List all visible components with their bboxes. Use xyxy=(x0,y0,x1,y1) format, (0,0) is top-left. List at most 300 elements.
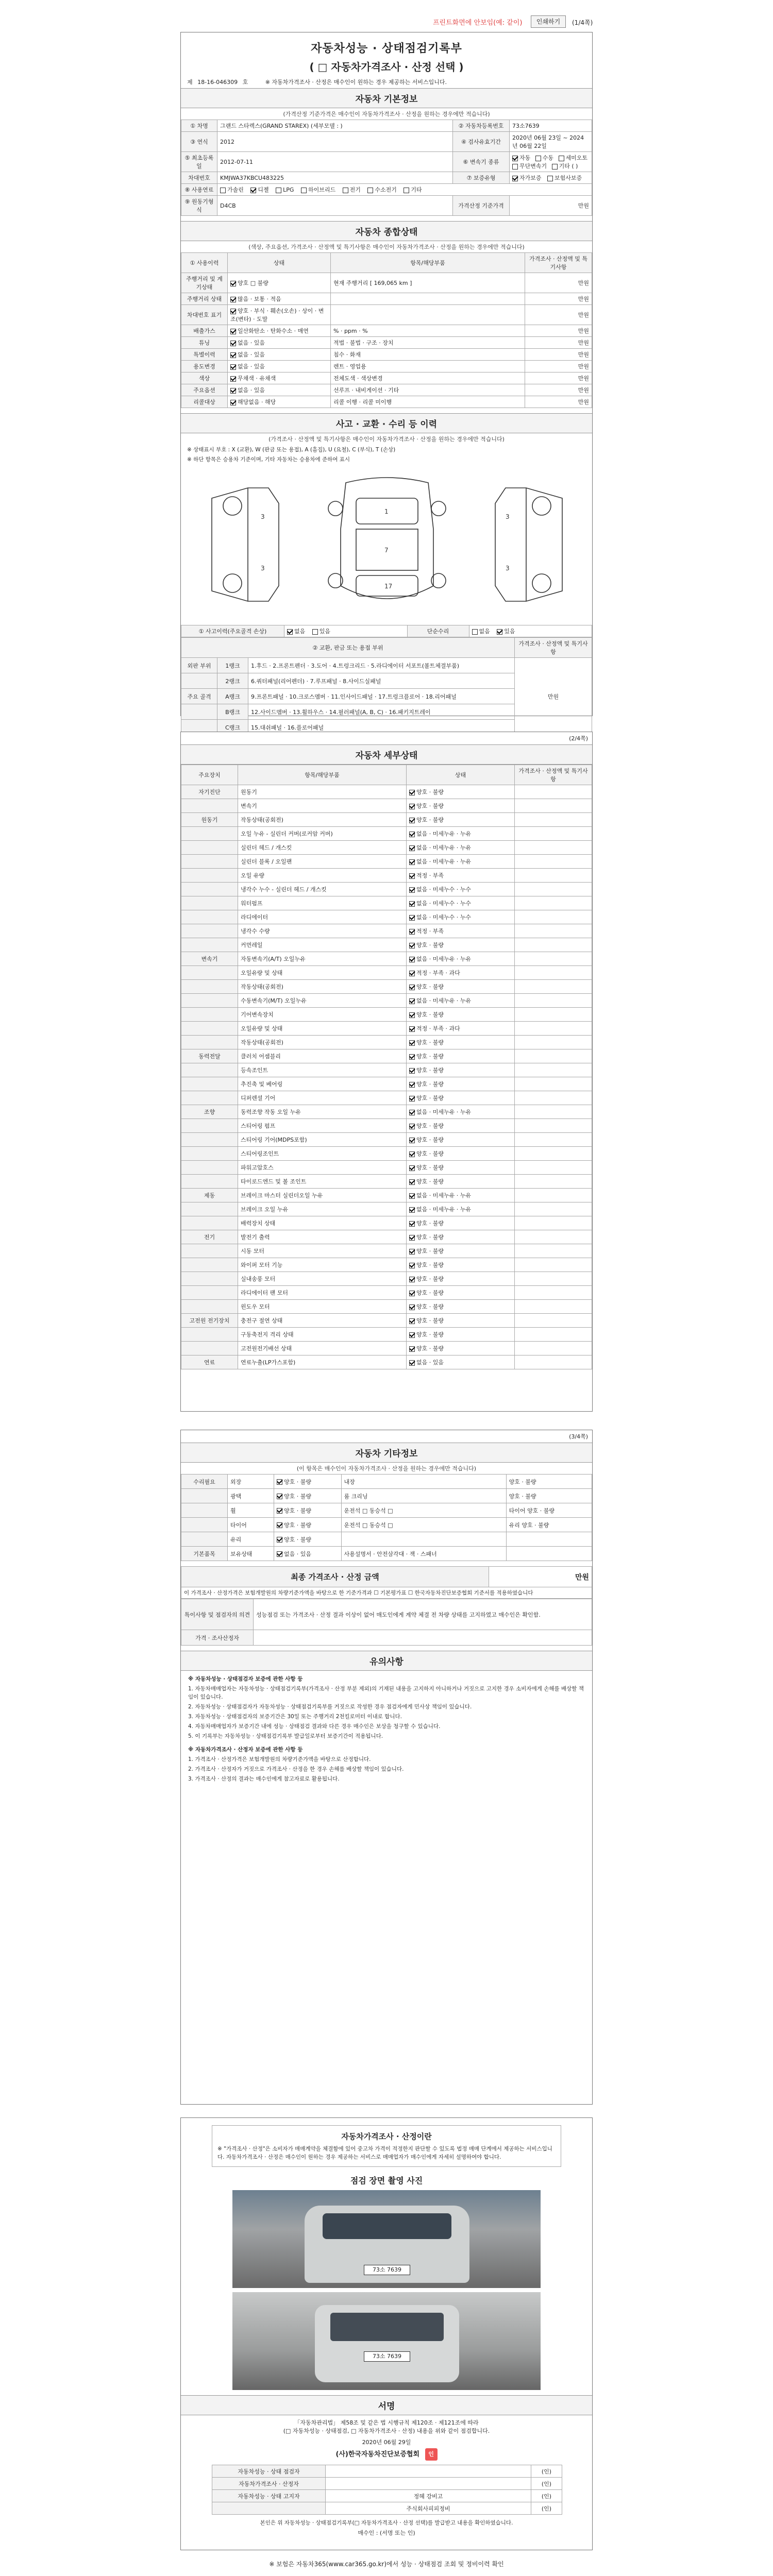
status-checkbox[interactable] xyxy=(230,329,236,334)
other-group xyxy=(181,1489,228,1503)
fuel-diesel-checkbox[interactable] xyxy=(250,188,256,193)
svg-text:3: 3 xyxy=(261,513,265,520)
detail-checkbox[interactable] xyxy=(409,1249,415,1255)
status-key: 색상 xyxy=(181,372,228,384)
detail-item: 충전구 절연 상태 xyxy=(238,1314,407,1328)
svg-text:7: 7 xyxy=(384,547,389,554)
status-value-text: 없음 · 있음 xyxy=(238,387,265,394)
detail-item: 오일유량 및 상태 xyxy=(238,1022,407,1036)
detail-note xyxy=(515,1147,592,1161)
fuel-diesel: 디젤 xyxy=(258,187,269,193)
other-item2: 운전석 □ 동승석 □ xyxy=(341,1503,506,1518)
page-number: (1/4쪽) xyxy=(572,19,593,26)
fuel-h2-checkbox[interactable] xyxy=(367,188,373,193)
detail-group xyxy=(181,1328,238,1342)
status-value xyxy=(228,305,331,325)
accident-yes-checkbox[interactable] xyxy=(312,629,318,635)
doc-subtitle: ( □ 자동차가격조사 · 산정 선택 ) xyxy=(309,61,464,73)
status-key: 주행거리 상태 xyxy=(181,293,228,305)
other-item: 유리 xyxy=(228,1532,274,1547)
status-checkbox[interactable] xyxy=(230,341,236,346)
doc-no-label: 제 xyxy=(187,79,193,86)
status-row xyxy=(181,361,592,372)
detail-row xyxy=(181,785,592,799)
plate-label: ② 자동차등록번호 xyxy=(453,120,510,132)
detail-note xyxy=(515,841,592,855)
detail-checkbox[interactable] xyxy=(409,1082,415,1088)
other-checkbox[interactable] xyxy=(277,1479,282,1485)
detail-checkbox[interactable] xyxy=(409,887,415,893)
trans-cvt-checkbox[interactable] xyxy=(512,164,518,170)
other-status-text: 없음 · 있음 xyxy=(284,1550,311,1557)
frame-group: 주요 골격 xyxy=(181,689,217,704)
detail-status-text: 없음 · 미세누유 · 누유 xyxy=(416,1109,471,1115)
detail-checkbox[interactable] xyxy=(409,915,415,921)
detail-checkbox[interactable] xyxy=(409,1151,415,1157)
detail-status xyxy=(407,966,515,980)
sign-org: (사)한국자동차진단보증협회 xyxy=(335,2450,420,2459)
detail-status-text: 없음 · 미세누수 · 누수 xyxy=(416,914,471,921)
status-key: 차대번호 표기 xyxy=(181,305,228,325)
sig-role: 자동차성능 · 상태 점검자 xyxy=(212,2465,326,2478)
detail-item: 냉각수 누수 - 실린더 헤드 / 개스킷 xyxy=(238,883,407,896)
detail-note xyxy=(515,1091,592,1105)
detail-item: 커먼레일 xyxy=(238,938,407,952)
status-unit: 만원 xyxy=(525,384,592,396)
detail-status-text: 양호 · 불량 xyxy=(416,817,444,823)
detail-note xyxy=(515,994,592,1008)
repair-none-checkbox[interactable] xyxy=(472,629,478,635)
trans-auto-checkbox[interactable] xyxy=(512,156,518,161)
fuel-ev-checkbox[interactable] xyxy=(343,188,348,193)
caution-head2: ※ 자동차가격조사 · 산정자 보증에 관한 사항 등 xyxy=(188,1747,303,1753)
other-item2: 운전석 □ 동승석 □ xyxy=(341,1518,506,1532)
detail-status xyxy=(407,1119,515,1133)
other-group xyxy=(181,1518,228,1532)
detail-row xyxy=(181,1161,592,1175)
sig-row xyxy=(212,2502,562,2515)
detail-note xyxy=(515,1328,592,1342)
status-value xyxy=(228,273,331,293)
detail-checkbox[interactable] xyxy=(409,1318,415,1324)
detail-checkbox[interactable] xyxy=(409,998,415,1004)
detail-note xyxy=(515,1342,592,1355)
accident-note: (가격조사 · 산정액 및 특기사항은 매수인이 자동차가격조사 · 산정을 원하는 경우에만 적습니다) xyxy=(268,436,505,443)
detail-status-text: 없음 · 미세누수 · 누수 xyxy=(416,900,471,907)
print-button[interactable]: 인쇄하기 xyxy=(531,15,566,28)
detail-checkbox[interactable] xyxy=(409,1277,415,1282)
final-unit: 만원 xyxy=(489,1567,592,1587)
caution-line: 1. 자동차매매업자는 자동차성능 · 상태점검기록부(가격조사 · 산정 부분 제외)의 기재된 내용을 고지하지 아니하거나 거짓으로 고지한 경우 소비자에게 손해를 배상할 책임이 있습니다. xyxy=(188,1686,584,1700)
repair-yes-checkbox[interactable] xyxy=(497,629,502,635)
detail-group xyxy=(181,1161,238,1175)
detail-checkbox[interactable] xyxy=(409,929,415,935)
sign-date: 2020년 06월 29일 xyxy=(362,2439,411,2446)
detail-status-text: 양호 · 불량 xyxy=(416,1345,444,1352)
detail-row xyxy=(181,1258,592,1272)
status-extra: 현재 주행거리 [ 169,065 km ] xyxy=(331,273,525,293)
frame-group: 외판 부위 xyxy=(181,658,217,673)
detail-checkbox[interactable] xyxy=(409,1193,415,1199)
svg-text:17: 17 xyxy=(384,583,393,590)
status-checkbox[interactable] xyxy=(230,364,236,370)
status-extra: 적법 · 불법 · 구조 · 장치 xyxy=(331,337,525,349)
accident-none-checkbox[interactable] xyxy=(287,629,293,635)
detail-note xyxy=(515,855,592,869)
detail-note xyxy=(515,827,592,841)
detail-status xyxy=(407,1091,515,1105)
basic-info-note: (가격산정 기준가격은 매수인이 자동차가격조사 · 산정을 원하는 경우에만 적습니다) xyxy=(283,111,490,117)
detail-group xyxy=(181,980,238,994)
detail-status xyxy=(407,1328,515,1342)
status-value-text: 없음 · 있음 xyxy=(238,363,265,370)
detail-checkbox[interactable] xyxy=(409,1360,415,1366)
other-title: 자동차 기타정보 xyxy=(181,1443,592,1463)
detail-group xyxy=(181,1258,238,1272)
detail-row xyxy=(181,1077,592,1091)
detail-group xyxy=(181,1133,238,1147)
status-unit: 만원 xyxy=(525,349,592,361)
detail-checkbox[interactable] xyxy=(409,901,415,907)
detail-row xyxy=(181,841,592,855)
detail-group xyxy=(181,938,238,952)
bottom-bar xyxy=(180,2555,593,2571)
status-value xyxy=(228,349,331,361)
detail-group xyxy=(181,1022,238,1036)
other-item2 xyxy=(341,1532,506,1547)
detail-item: 작동상태(공회전) xyxy=(238,980,407,994)
detail-group: 변속기 xyxy=(181,952,238,966)
detail-group: 조향 xyxy=(181,1105,238,1119)
detail-status-text: 양호 · 불량 xyxy=(416,1067,444,1074)
detail-checkbox[interactable] xyxy=(409,943,415,948)
basic-info-table xyxy=(181,120,592,216)
detail-group xyxy=(181,1202,238,1216)
status-checkbox[interactable] xyxy=(230,376,236,382)
detail-status xyxy=(407,1342,515,1355)
first-reg-label: ⑤ 최초등록일 xyxy=(181,152,217,172)
sig-name: 정혜 강비고 xyxy=(326,2490,531,2502)
detail-group xyxy=(181,1063,238,1077)
detail-item: 오일 누유 - 실린더 커버(로커암 커버) xyxy=(238,827,407,841)
detail-checkbox[interactable] xyxy=(409,832,415,837)
status-checkbox[interactable] xyxy=(230,309,236,314)
status-checkbox[interactable] xyxy=(230,400,236,405)
detail-checkbox[interactable] xyxy=(409,1207,415,1213)
frame-rank: B랭크 xyxy=(217,704,248,720)
detail-checkbox[interactable] xyxy=(409,1012,415,1018)
detail-status xyxy=(407,896,515,910)
detail-checkbox[interactable] xyxy=(409,1304,415,1310)
detail-checkbox[interactable] xyxy=(409,1291,415,1296)
detail-status xyxy=(407,1300,515,1314)
other-checkbox[interactable] xyxy=(277,1537,282,1543)
detail-group xyxy=(181,1175,238,1189)
detail-status xyxy=(407,785,515,799)
detail-checkbox[interactable] xyxy=(409,985,415,990)
detail-note xyxy=(515,1230,592,1244)
vin-label: 차대번호 xyxy=(181,172,217,184)
detail-row xyxy=(181,980,592,994)
detail-checkbox[interactable] xyxy=(409,1138,415,1143)
caution-line: 5. 이 기록부는 자동차성능 · 상태점검기록부 발급일로부터 보증기간이 적용됩니다. xyxy=(188,1733,383,1739)
trans-manual-checkbox[interactable] xyxy=(535,156,541,161)
detail-checkbox[interactable] xyxy=(409,1054,415,1060)
warranty-ins-checkbox[interactable] xyxy=(547,176,553,181)
trans-auto: 자동 xyxy=(519,155,531,161)
detail-note xyxy=(515,952,592,966)
trans-cvt: 무단변속기 xyxy=(519,163,547,170)
detail-table xyxy=(181,765,592,1369)
warranty-self-checkbox[interactable] xyxy=(512,176,518,181)
other-group xyxy=(181,1503,228,1518)
trans-etc-checkbox[interactable] xyxy=(552,164,558,170)
sig-seal: (인) xyxy=(531,2502,562,2515)
svg-text:1: 1 xyxy=(384,508,389,515)
detail-checkbox[interactable] xyxy=(409,1110,415,1115)
inspect-label: ④ 검사유효기간 xyxy=(453,132,510,152)
detail-status-text: 양호 · 불량 xyxy=(416,1137,444,1143)
detail-item: 연료누출(LP가스포함) xyxy=(238,1355,407,1369)
detail-checkbox[interactable] xyxy=(409,971,415,976)
detail-note xyxy=(515,1216,592,1230)
other-note: (이 항목은 매수인이 자동차가격조사 · 산정을 원하는 경우에만 적습니다) xyxy=(296,1465,477,1472)
detail-status-text: 양호 · 불량 xyxy=(416,1123,444,1129)
other-checkbox[interactable] xyxy=(277,1508,282,1514)
other-row xyxy=(181,1547,592,1561)
detail-item: 변속기 xyxy=(238,799,407,813)
detail-status-text: 양호 · 불량 xyxy=(416,984,444,990)
detail-status-text: 양호 · 불량 xyxy=(416,1081,444,1088)
detail-item: 구동축전지 격리 상태 xyxy=(238,1328,407,1342)
photo-front-plate: 73소 7639 xyxy=(364,2265,410,2275)
warranty-label: ⑦ 보증유형 xyxy=(453,172,510,184)
detail-row xyxy=(181,1036,592,1049)
detail-status-text: 양호 · 불량 xyxy=(416,942,444,948)
detail-row xyxy=(181,799,592,813)
status-checkbox[interactable] xyxy=(230,352,236,358)
frame-parts: 9.프론트패널 · 10.크로스멤버 · 11.인사이드패널 · 17.트렁크플로어 · 18.리어패널 xyxy=(248,689,515,704)
other-checkbox[interactable] xyxy=(277,1551,282,1557)
fuel-lpg: LPG xyxy=(283,187,294,193)
status-table xyxy=(181,252,592,408)
detail-note xyxy=(515,1175,592,1189)
status-row xyxy=(181,396,592,408)
other-checkbox[interactable] xyxy=(277,1494,282,1499)
other-item: 보유상태 xyxy=(228,1547,274,1561)
fuel-gasoline: 가솔린 xyxy=(227,187,244,193)
detail-item: 실내송풍 모터 xyxy=(238,1272,407,1286)
other-item: 광택 xyxy=(228,1489,274,1503)
year-label: ③ 연식 xyxy=(181,132,217,152)
detail-status xyxy=(407,1105,515,1119)
status-value xyxy=(228,396,331,408)
car-diagram-svg xyxy=(191,467,583,622)
detail-checkbox[interactable] xyxy=(409,859,415,865)
final-note: 이 가격조사 · 산정가격은 보험개발원의 차량기준가액을 바탕으로 한 기준가격과 ☐ 기본평가표 ☐ 한국자동차진단보증협회 기준서를 적용하였습니다 xyxy=(181,1587,592,1599)
detail-checkbox[interactable] xyxy=(409,804,415,809)
detail-checkbox[interactable] xyxy=(409,1165,415,1171)
motor: D4CB xyxy=(217,196,453,216)
detail-row xyxy=(181,1328,592,1342)
detail-checkbox[interactable] xyxy=(409,1068,415,1074)
detail-checkbox[interactable] xyxy=(409,1235,415,1241)
detail-item: 스티어링조인트 xyxy=(238,1147,407,1161)
other-item2: 룸 크리닝 xyxy=(341,1489,506,1503)
detail-checkbox[interactable] xyxy=(409,818,415,823)
detail-note xyxy=(515,883,592,896)
detail-status-text: 양호 · 불량 xyxy=(416,1303,444,1310)
detail-status-text: 없음 · 미세누유 · 누유 xyxy=(416,1206,471,1213)
detail-row xyxy=(181,1049,592,1063)
status-checkbox[interactable] xyxy=(230,281,236,286)
sig-row xyxy=(212,2465,562,2478)
detail-row xyxy=(181,1175,592,1189)
status-row xyxy=(181,372,592,384)
detail-checkbox[interactable] xyxy=(409,1332,415,1338)
caution-head1: ※ 자동차성능 · 상태점검자 보증에 관한 사항 등 xyxy=(188,1676,303,1682)
detail-row xyxy=(181,1286,592,1300)
motor-label: ⑨ 원동기형식 xyxy=(181,196,217,216)
detail-checkbox[interactable] xyxy=(409,1221,415,1227)
detail-note xyxy=(515,1161,592,1175)
detail-item: 원동기 xyxy=(238,785,407,799)
detail-group: 동력전달 xyxy=(181,1049,238,1063)
other-item2: 사용설명서 · 안전삼각대 · 잭 · 스패너 xyxy=(341,1547,506,1561)
sign-buyer: 매수인 : (서명 또는 인) xyxy=(358,2530,415,2536)
sig-seal: (인) xyxy=(531,2490,562,2502)
detail-checkbox[interactable] xyxy=(409,1346,415,1352)
other-row xyxy=(181,1489,592,1503)
sign-org-row xyxy=(181,2448,592,2461)
page-3-number: (3/4쪽) xyxy=(569,1433,588,1440)
sig-seal: (인) xyxy=(531,2465,562,2478)
accident-legend2: ※ 하단 항목은 승용차 기준이며, 기타 자동차는 승용차에 준하여 표시 xyxy=(187,456,350,463)
detail-status-text: 양호 · 불량 xyxy=(416,1164,444,1171)
detail-status xyxy=(407,910,515,924)
detail-checkbox[interactable] xyxy=(409,1124,415,1129)
detail-checkbox[interactable] xyxy=(409,1263,415,1268)
detail-h0: 주요장치 xyxy=(181,765,238,785)
fuel-hybrid: 하이브리드 xyxy=(308,187,336,193)
detail-row xyxy=(181,1314,592,1328)
detail-status-text: 없음 · 미세누유 · 누유 xyxy=(416,831,471,837)
vin: KMJWA37KBCU483225 xyxy=(217,172,453,184)
status-value xyxy=(228,325,331,337)
detail-item: 타이로드엔드 및 볼 조인트 xyxy=(238,1175,407,1189)
status-extra: 리콜 이행 · 리콜 미이행 xyxy=(331,396,525,408)
detail-status-text: 양호 · 불량 xyxy=(416,1011,444,1018)
detail-status-text: 없음 · 미세누유 · 누유 xyxy=(416,956,471,962)
other-item: 휠 xyxy=(228,1503,274,1518)
status-extra: 전체도색 · 색상변경 xyxy=(331,372,525,384)
detail-status xyxy=(407,1244,515,1258)
sign-confirm: 본인은 위 자동차성능 · 상태점검기록부(□ 자동차가격조사 · 산정 선택)를 발급받고 내용을 확인하였습니다. xyxy=(260,2520,513,2526)
other-status2: 타이어 양호 · 불량 xyxy=(506,1503,592,1518)
detail-group: 원동기 xyxy=(181,813,238,827)
svg-text:3: 3 xyxy=(506,565,510,572)
page-4 xyxy=(180,2117,593,2550)
detail-checkbox[interactable] xyxy=(409,1026,415,1032)
detail-status xyxy=(407,1258,515,1272)
detail-checkbox[interactable] xyxy=(409,957,415,962)
detail-status xyxy=(407,924,515,938)
price-label: 가격산정 기준가격 xyxy=(453,196,510,216)
other-status2 xyxy=(506,1547,592,1561)
status-value-text: 양호 □ 불량 xyxy=(238,280,268,286)
detail-status-text: 적정 · 부족 · 과다 xyxy=(416,970,460,976)
detail-status-text: 양호 · 불량 xyxy=(416,1178,444,1185)
detail-group xyxy=(181,799,238,813)
other-checkbox[interactable] xyxy=(277,1522,282,1528)
detail-h2: 상태 xyxy=(407,765,515,785)
detail-note xyxy=(515,785,592,799)
status-extra: 선루프 · 내비게이션 · 기타 xyxy=(331,384,525,396)
detail-item: 작동상태(공회전) xyxy=(238,813,407,827)
caution-title: 유의사항 xyxy=(181,1651,592,1671)
detail-checkbox[interactable] xyxy=(409,873,415,879)
status-row xyxy=(181,349,592,361)
fuel-gasoline-checkbox[interactable] xyxy=(220,188,226,193)
status-checkbox[interactable] xyxy=(230,297,236,302)
status-unit: 만원 xyxy=(525,325,592,337)
plate: 73소7639 xyxy=(510,120,592,132)
detail-item: 자동변속기(A/T) 오일누유 xyxy=(238,952,407,966)
detail-checkbox[interactable] xyxy=(409,845,415,851)
detail-checkbox[interactable] xyxy=(409,1179,415,1185)
car-diagram xyxy=(191,467,582,622)
price-unit: 만원 xyxy=(510,196,592,216)
frame-group xyxy=(181,704,217,720)
trans-semi-checkbox[interactable] xyxy=(559,156,564,161)
detail-item: 수동변속기(M/T) 오일누유 xyxy=(238,994,407,1008)
fuel-etc-checkbox[interactable] xyxy=(404,188,409,193)
other-status-text: 양호 · 불량 xyxy=(284,1521,311,1529)
status-unit: 만원 xyxy=(525,273,592,293)
detail-item: 워터펌프 xyxy=(238,896,407,910)
trans-label: ⑥ 변속기 종류 xyxy=(453,152,510,172)
caution-line: 2. 가격조사 · 산정자가 거짓으로 가격조사 · 산정을 한 경우 손해를 배상할 책임이 있습니다. xyxy=(188,1766,404,1772)
detail-checkbox[interactable] xyxy=(409,1096,415,1101)
status-unit: 만원 xyxy=(525,293,592,305)
sig-name: 주식회사피피정비 xyxy=(326,2502,531,2515)
detail-checkbox[interactable] xyxy=(409,1040,415,1046)
detail-group xyxy=(181,1300,238,1314)
detail-item: 기어변속장치 xyxy=(238,1008,407,1022)
detail-item: 시동 모터 xyxy=(238,1244,407,1258)
fuel-ev: 전기 xyxy=(349,187,361,193)
caution-line: 3. 가격조사 · 산정의 결과는 매수인에게 참고자료로 활용됩니다. xyxy=(188,1776,340,1782)
detail-status xyxy=(407,1230,515,1244)
fuel-lpg-checkbox[interactable] xyxy=(276,188,281,193)
detail-group xyxy=(181,1008,238,1022)
doc-no-suffix: 호 xyxy=(242,79,248,86)
detail-note xyxy=(515,1189,592,1202)
detail-status xyxy=(407,1022,515,1036)
status-value xyxy=(228,293,331,305)
status-key: 특별이력 xyxy=(181,349,228,361)
detail-group xyxy=(181,924,238,938)
fuel-hybrid-checkbox[interactable] xyxy=(301,188,307,193)
status-value-text: 많음 · 보통 · 적음 xyxy=(238,296,281,302)
fuel-h2: 수소전기 xyxy=(375,187,397,193)
detail-note xyxy=(515,966,592,980)
detail-status xyxy=(407,1202,515,1216)
detail-checkbox[interactable] xyxy=(409,790,415,795)
status-checkbox[interactable] xyxy=(230,388,236,394)
other-status-text: 양호 · 불량 xyxy=(284,1478,311,1485)
detail-status-text: 양호 · 불량 xyxy=(416,1276,444,1282)
